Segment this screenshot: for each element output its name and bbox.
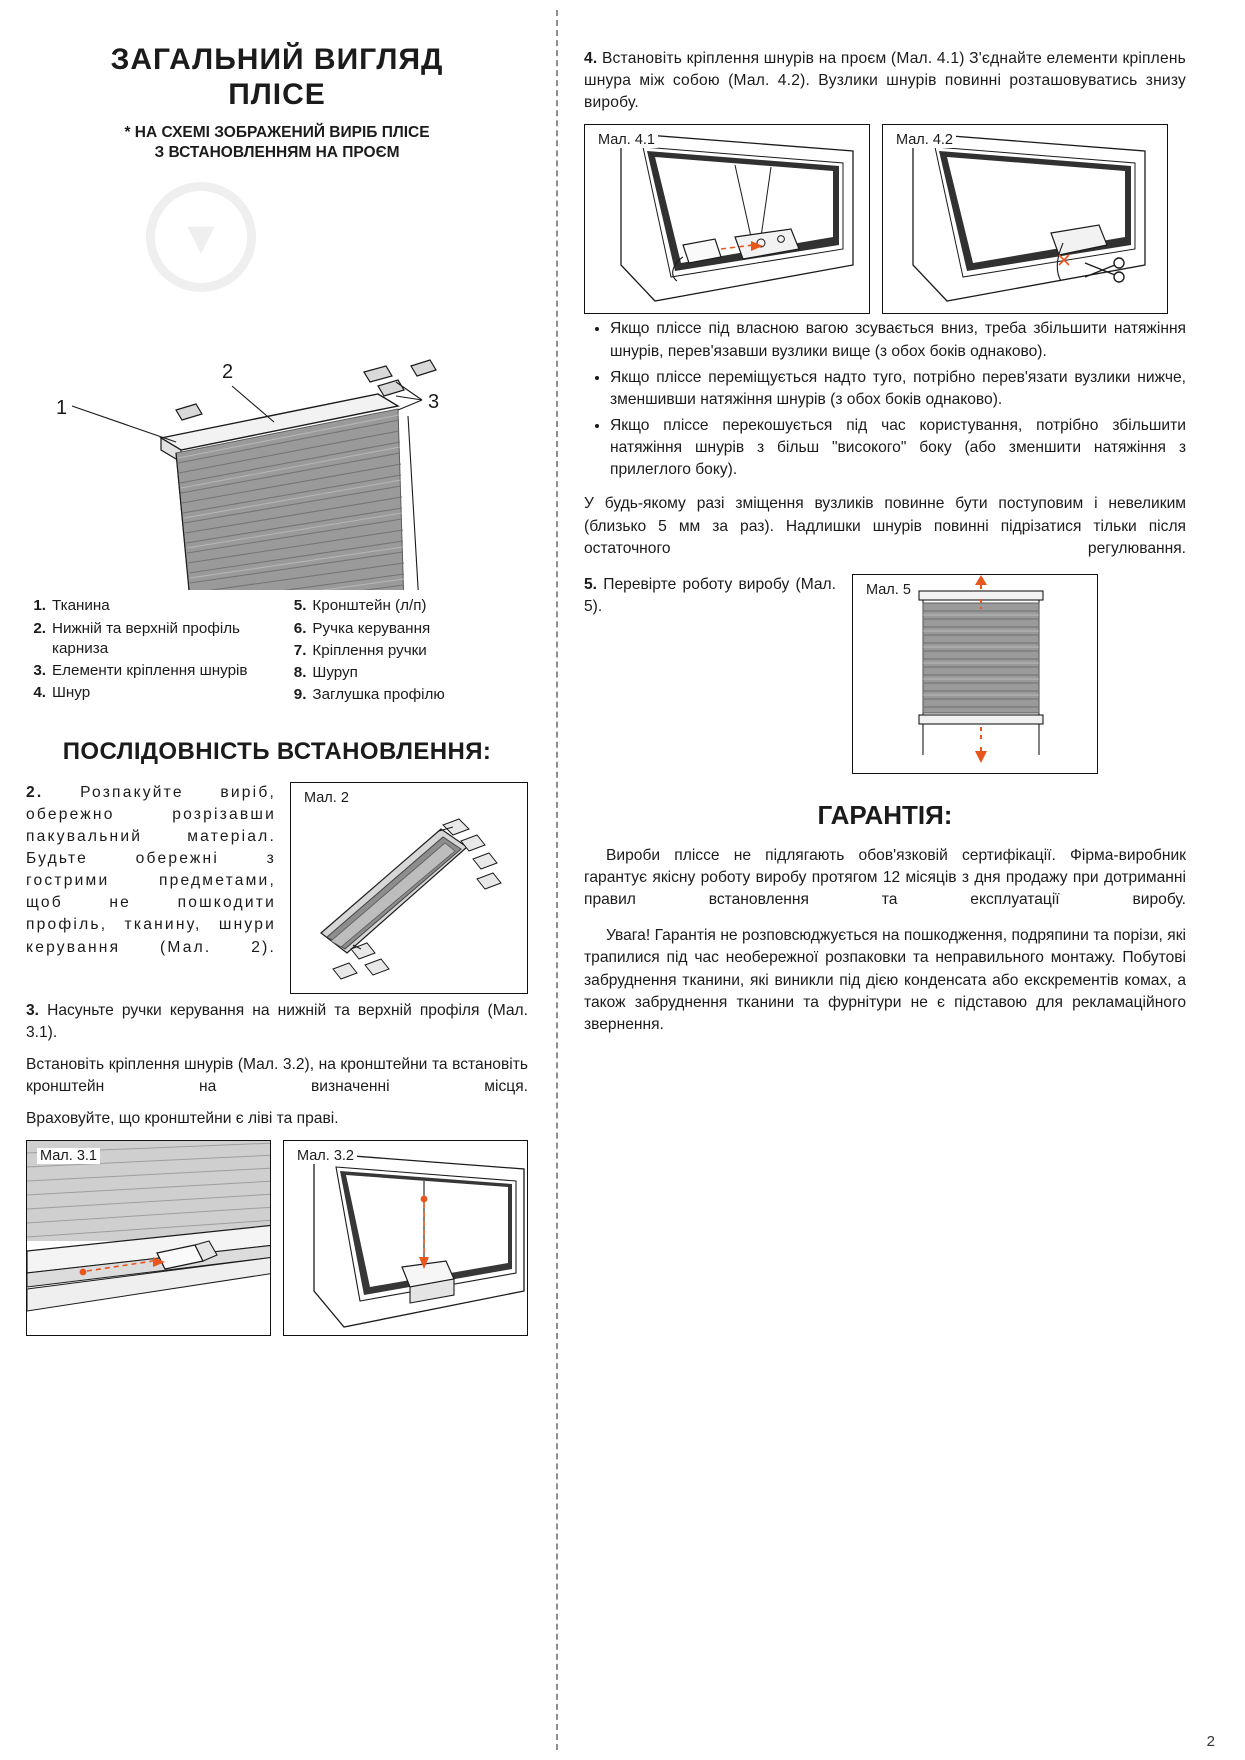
adjustment-note: У будь-якому разі зміщення вузликів повинне бути поступовим і невеликим (близько 5 мм за раз). Надлишки шнурів повинні підрізатися тільки після остаточного регулювання.	[584, 495, 1186, 557]
figure-2	[290, 782, 528, 994]
figure-2-illustration	[291, 783, 527, 993]
legend-label: Ручка керування	[312, 619, 431, 637]
general-view-figure	[26, 170, 528, 590]
list-item: • Якщо пліссе під власною вагою зсувається вниз, треба збільшити натяжіння шнурів, перев'язавши вузлики вище (з обох боків однаково).	[610, 318, 1186, 362]
step-3-text-1: 3. Насуньте ручки керування на нижній та верхній профіля (Мал. 3.1).	[26, 1001, 528, 1041]
legend-label: Тканина	[52, 597, 110, 615]
step-5-number: 5.	[584, 575, 598, 593]
legend-label: Кронштейн (л/п)	[312, 597, 427, 615]
list-item	[286, 619, 528, 639]
left-column	[26, 18, 546, 1734]
svg-text:3: 3	[428, 391, 440, 414]
figure-4-1-illustration	[585, 125, 869, 313]
figure-5-illustration	[853, 575, 1097, 773]
step-3-number: 3.	[26, 1001, 40, 1019]
adjustment-bullets	[584, 318, 1186, 481]
figure-3-2-illustration	[284, 1141, 528, 1335]
figure-5	[852, 574, 1098, 774]
step-2	[26, 782, 528, 994]
legend-column-right	[286, 596, 528, 707]
svg-text:1: 1	[56, 397, 68, 420]
figure-3-1-caption: Мал. 3.1	[37, 1148, 100, 1164]
page-subtitle-line1: * НА СХЕМІ ЗОБРАЖЕНИЙ ВИРІБ ПЛІСЕ	[124, 123, 430, 141]
guarantee-paragraph-2: Увага! Гарантія не розповсюджується на пошкодження, подряпини та порізи, які трапилися під час необережної розпаковки та неправильного монтажу. Побутові забруднення тканини, які виникли під дією конденсата або екскрементів комах, а також забруднення тканини та фурнітури не є підставою для рекламаційного звернення.	[584, 927, 1186, 1033]
figure-4-1	[584, 124, 870, 314]
step-3-text-2: Встановіть кріплення шнурів (Мал. 3.2), на кронштейни та встановіть кронштейн на визначенні місця.	[26, 1055, 528, 1095]
legend-label: Заглушка профілю	[312, 686, 445, 704]
page-title-line1: ЗАГАЛЬНИЙ ВИГЛЯД	[110, 43, 444, 76]
legend-label: Кріплення ручки	[312, 641, 427, 659]
figures-4-row	[584, 124, 1186, 314]
legend-label: Елементи кріплення шнурів	[52, 662, 248, 680]
legend-number: 5.	[293, 597, 307, 615]
figure-4-1-caption: Мал. 4.1	[595, 132, 658, 148]
figure-3-2	[283, 1140, 528, 1336]
page-subtitle	[26, 123, 528, 163]
legend-label: Шуруп	[312, 664, 358, 682]
guarantee-paragraph-1: Вироби пліссе не підлягають обов'язковій сертифікації. Фірма-виробник гарантує якісну роботу виробу протягом 12 місяців з дня продажу при дотриманні правил встановлення та експлуатації виробу.	[584, 846, 1186, 909]
list-item: • Якщо пліссе переміщується надто туго, потрібно перев'язати вузлики нижче, зменшивши натяжіння шнурів (з обох боків однаково).	[610, 367, 1186, 411]
right-column	[546, 18, 1186, 1734]
legend-number: 1.	[33, 597, 46, 615]
figure-4-2-illustration	[883, 125, 1167, 313]
legend-number: 6.	[293, 619, 307, 637]
section-title-installation: ПОСЛІДОВНІСТЬ ВСТАНОВЛЕННЯ:	[62, 737, 492, 765]
legend-number: 8.	[293, 664, 307, 682]
page-title	[26, 42, 528, 113]
legend-column-left	[26, 596, 272, 707]
column-divider	[556, 10, 558, 1750]
pleated-blind-diagram	[26, 170, 546, 590]
legend-number: 3.	[33, 662, 46, 680]
list-item	[286, 596, 528, 616]
step-4-number: 4.	[584, 50, 598, 67]
figure-3-2-caption: Мал. 3.2	[294, 1148, 357, 1164]
legend	[26, 596, 528, 707]
figure-3-1-illustration	[27, 1141, 271, 1335]
legend-label: Шнур	[52, 684, 91, 702]
figure-4-2-caption: Мал. 4.2	[893, 132, 956, 148]
list-item	[26, 619, 272, 659]
step-5	[584, 574, 1186, 774]
list-item	[26, 683, 272, 703]
step-4-text: 4. Встановіть кріплення шнурів на проєм (Мал. 4.1) З'єднайте елементи кріплень шнура між собою (Мал. 4.2). Вузлики шнурів повинні розташовуватись знизу виробу.	[584, 50, 1186, 112]
figure-3-1	[26, 1140, 271, 1336]
step-5-text: 5. Перевірте роботу виробу (Мал. 5).	[584, 575, 836, 615]
step-2-number: 2.	[26, 783, 44, 801]
list-item	[286, 663, 528, 683]
legend-label: Нижній та верхній профіль карниза	[52, 619, 240, 657]
figure-2-caption: Мал. 2	[301, 790, 352, 806]
page-number: 2	[1206, 1733, 1215, 1750]
list-item	[26, 661, 272, 681]
figures-3-row	[26, 1140, 528, 1336]
legend-number: 7.	[293, 641, 307, 659]
legend-number: 9.	[293, 686, 307, 704]
step-2-text: 2. Розпакуйте виріб, обережно розрізавши пакувальний матеріал. Будьте обережні з гострими предметами, щоб не пошкодити профіль, тканину, шнури керування (Мал. 2).	[26, 783, 276, 956]
list-item	[26, 596, 272, 616]
step-3-text-3: Враховуйте, що кронштейни є ліві та праві.	[26, 1110, 339, 1128]
step-3	[26, 1000, 528, 1131]
figure-5-caption: Мал. 5	[863, 582, 914, 598]
page-title-line2: ПЛІСЕ	[228, 78, 326, 112]
figure-4-2	[882, 124, 1168, 314]
svg-text:2: 2	[222, 361, 234, 384]
list-item: • Якщо пліссе перекошується під час користування, потрібно збільшити натяжіння шнурів з більш "високого" боку (або зменшити натяжіння з прилеглого боку).	[610, 415, 1186, 481]
list-item	[286, 685, 528, 705]
legend-number: 4.	[33, 684, 46, 702]
page-subtitle-line2: З ВСТАНОВЛЕННЯМ НА ПРОЄМ	[154, 143, 400, 161]
section-title-guarantee: ГАРАНТІЯ:	[817, 799, 953, 830]
watermark-logo: ▼	[146, 182, 256, 292]
list-item	[286, 641, 528, 661]
legend-number: 2.	[33, 619, 46, 637]
